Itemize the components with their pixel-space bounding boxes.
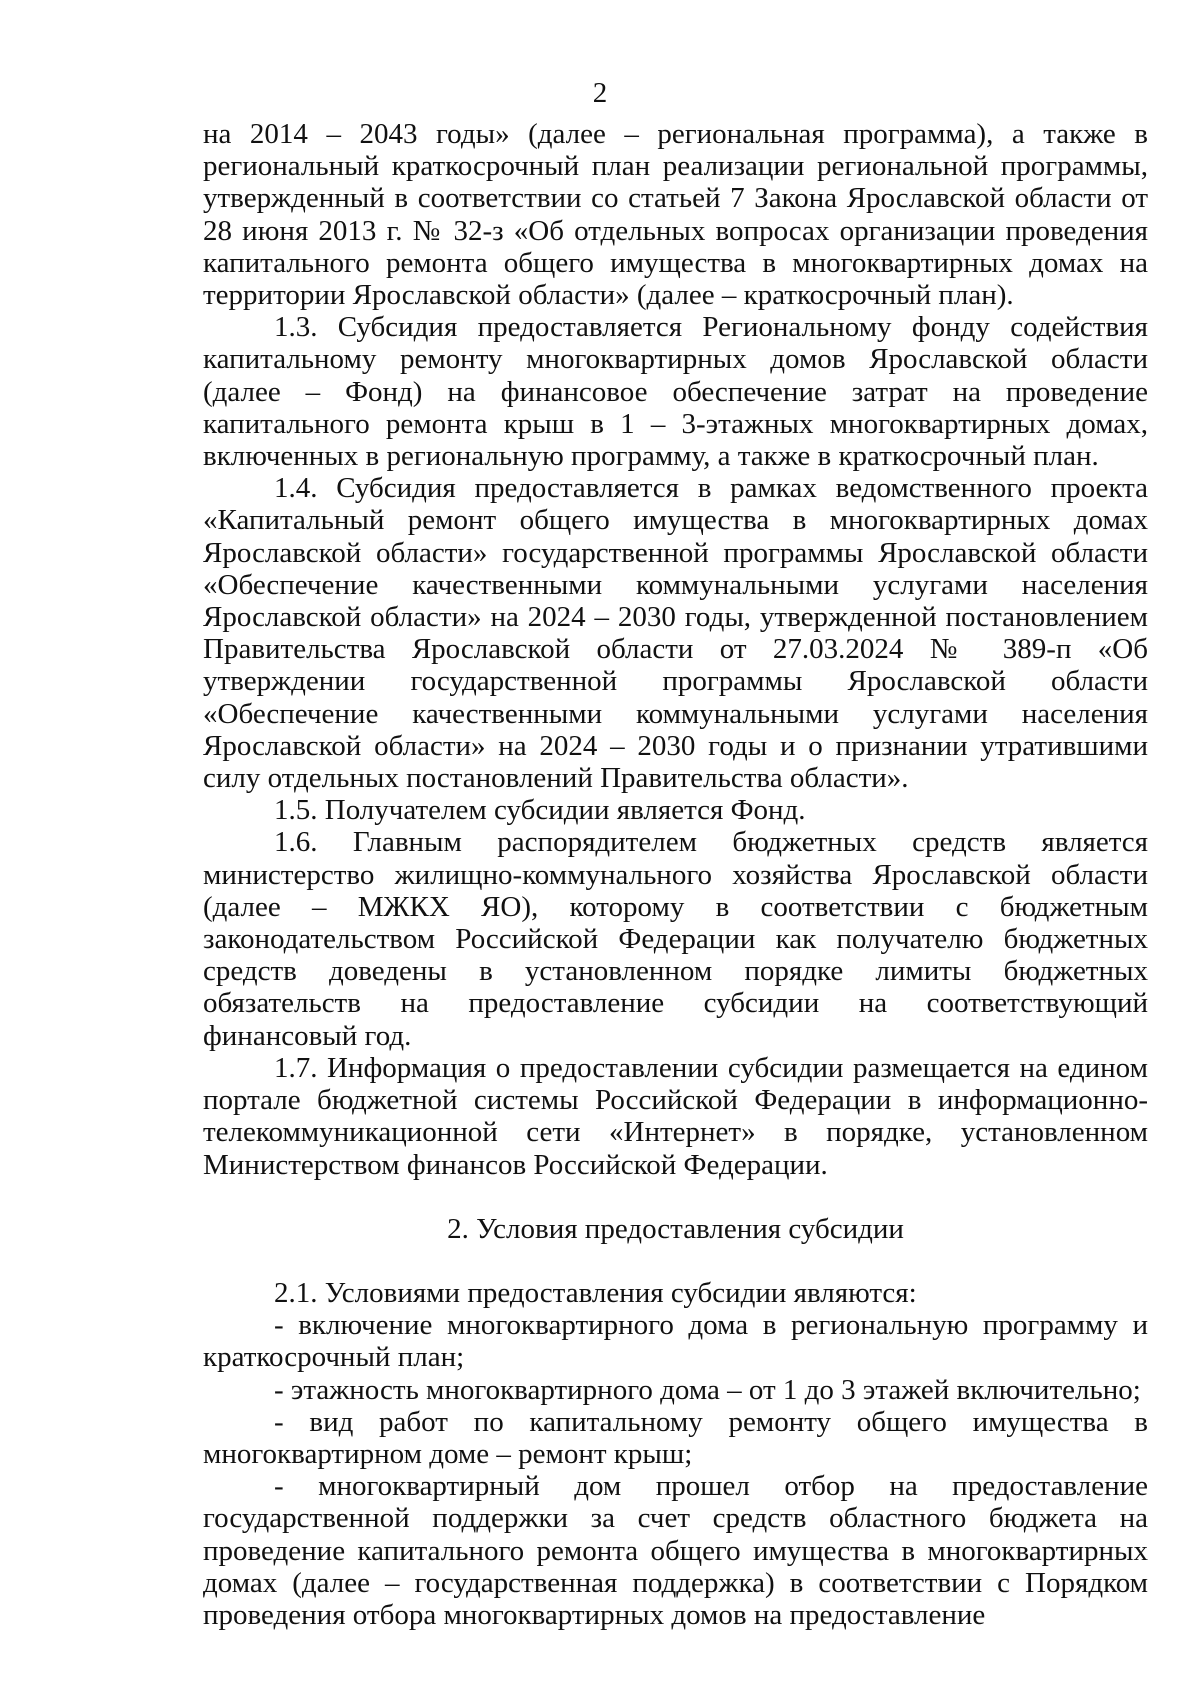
list-item-condition-floors: - этажность многоквартирного дома – от 1 до 3 этажей включительно; bbox=[274, 1373, 1141, 1406]
paragraph-1-5: 1.5. Получателем субсидии является Фонд. bbox=[274, 794, 806, 827]
page-number: 2 bbox=[592, 77, 608, 109]
paragraph-1-3: 1.3. Субсидия предоставляется Региональному фонду содействия капитальному ремонту многоквартирных домов Ярославской области (далее – Фонд) на финансовое обеспечение затрат на проведение капитального ремонта крыш в 1 – 3-этажных многоквартирных домах, включенных в региональную программу, а также в краткосрочный план. bbox=[203, 311, 1148, 473]
list-item-condition-selection: - многоквартирный дом прошел отбор на предоставление государственной поддержки за счет средств областного бюджета на проведение капитального ремонта общего имущества в многоквартирных домах (далее – государственная поддержка) в соответствии с Порядком проведения отбора многоквартирных домов на предоставление bbox=[203, 1470, 1148, 1631]
paragraph-continuation: на 2014 – 2043 годы» (далее – региональная программа), а также в региональный краткосрочный план реализации региональной программы, утвержденный в соответствии со статьей 7 Закона Ярославской области от 28 июня 2013 г. № 32-з «Об отдельных вопросах организации проведения капитального ремонта общего имущества в многоквартирных домах на территории Ярославской области» (далее – краткосрочный план). bbox=[203, 118, 1148, 312]
document-body bbox=[203, 118, 1148, 1631]
paragraph-2-1: 2.1. Условиями предоставления субсидии являются: bbox=[274, 1276, 917, 1309]
section-heading: 2. Условия предоставления субсидии bbox=[447, 1212, 904, 1245]
paragraph-1-6: 1.6. Главным распорядителем бюджетных средств является министерство жилищно-коммунального хозяйства Ярославской области (далее – МЖКХ ЯО), которому в соответствии с бюджетным законодательством Российской Федерации как получателю бюджетных средств доведены в установленном порядке лимиты бюджетных обязательств на предоставление субсидии на соответствующий финансовый год. bbox=[203, 826, 1148, 1052]
paragraph-1-4: 1.4. Субсидия предоставляется в рамках ведомственного проекта «Капитальный ремонт общего имущества в многоквартирных домах Ярославской области» государственной программы Ярославской области «Обеспечение качественными коммунальными услугами населения Ярославской области» на 2024 – 2030 годы, утвержденной постановлением Правительства Ярославской области от 27.03.2024 № 389-п «Об утверждении государственной программы Ярославской области «Обеспечение качественными коммунальными услугами населения Ярославской области» на 2024 – 2030 годы и о признании утратившими силу отдельных постановлений Правительства области». bbox=[203, 472, 1148, 795]
list-item-condition-roof-repair: - вид работ по капитальному ремонту общего имущества в многоквартирном доме – ремонт крыш; bbox=[203, 1405, 1148, 1470]
paragraph-1-7: 1.7. Информация о предоставлении субсидии размещается на едином портале бюджетной системы Российской Федерации в информационно-телекоммуникационной сети «Интернет» в порядке, установленном Министерством финансов Российской Федерации. bbox=[203, 1051, 1148, 1181]
list-item-condition-program: - включение многоквартирного дома в региональную программу и краткосрочный план; bbox=[203, 1309, 1148, 1374]
